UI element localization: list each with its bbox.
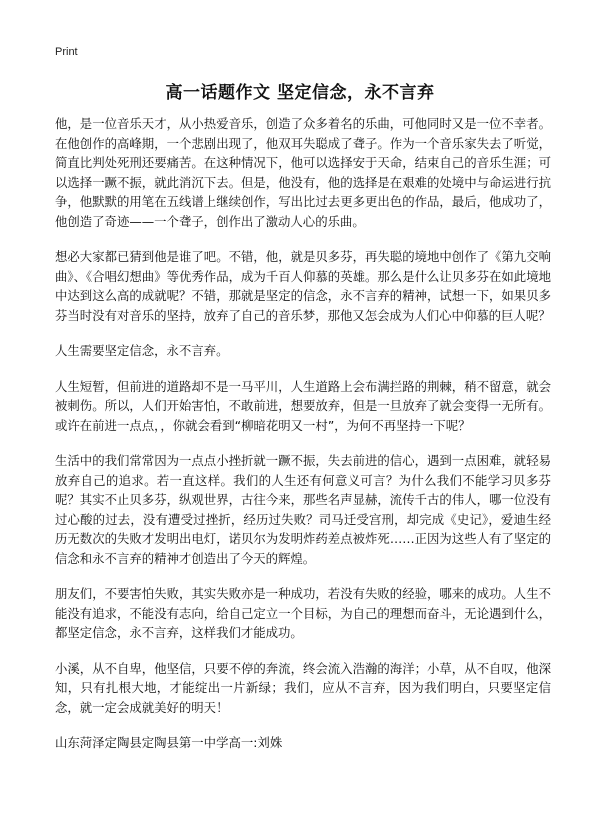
print-label: Print [55, 46, 78, 58]
paragraph: 想必大家都已猜到他是谁了吧。不错，他，就是贝多芬，再失聪的境地中创作了《第九交响曲》、《合唱幻想曲》等优秀作品，成为千百人仰慕的英雄。那么是什么让贝多芬在如此境地中达到这么高的成就呢？不错，那就是坚定的信念，永不言弃的精神，试想一下，如果贝多芬当时没有对音乐的坚持，放弃了自己的音乐梦，那他又怎会成为人们心中仰慕的巨人呢？ [55, 249, 551, 323]
paragraph: 小溪，从不自卑，他坚信，只要不停的奔流，终会流入浩瀚的海洋；小草，从不自叹，他深知，只有扎根大地，才能绽出一片新绿；我们，应从不言弃，因为我们明白，只要坚定信念，就一定会成就美好的明天！ [55, 660, 551, 715]
paragraph: 他，是一位音乐天才，从小热爱音乐，创造了众多着名的乐曲，可他同时又是一位不幸者。在他创作的高峰期，一个悲剧出现了，他双耳失聪成了聋子。作为一个音乐家失去了听觉，简直比判处死刑还要痛苦。在这种情况下，他可以选择安于天命，结束自己的音乐生涯；可以选择一蹶不振，就此消沉下去。但是，他没有，他的选择是在艰难的处境中与命运进行抗争，他默默的用笔在五线谱上继续创作，写出比过去更多更出色的作品，最后，他成功了，他创造了奇迹——一个聋子，创作出了激动人心的乐曲。 [55, 116, 551, 229]
paragraph: 朋友们，不要害怕失败，其实失败亦是一种成功，若没有失败的经验，哪来的成功。人生不能没有追求，不能没有志向，给自己定立一个目标，为自己的理想而奋斗，无论遇到什么，都坚定信念，永不言弃，这样我们才能成功。 [55, 586, 551, 640]
author-signature: 山东菏泽定陶县定陶县第一中学高一:刘姝 [55, 735, 283, 750]
paragraph: 人生短暂，但前进的道路却不是一马平川，人生道路上会布满拦路的荆棘，稍不留意，就会被刺伤。所以，人们开始害怕，不敢前进，想要放弃，但是一旦放弃了就会变得一无所有。或许在前进一点点，，你就会看到“柳暗花明又一村”，为何不再坚持一下呢？ [55, 378, 551, 433]
paragraph: 人生需要坚定信念，永不言弃。 [55, 343, 229, 358]
paragraph: 生活中的我们常常因为一点点小挫折就一蹶不振，失去前进的信心，遇到一点困难，就轻易放弃自己的追求。若一直这样。我们的人生还有何意义可言？为什么我们不能学习贝多芬呢？其实不止贝多芬，纵观世界，古往今来，那些名声显赫，流传千古的伟人，哪一位没有过心酸的过去，没有遭受过挫折，经历过失败？司马迁受宫刑，却完成《史记》，爱迪生经历无数次的失败才发明出电灯，诺贝尔为发明炸药差点被炸死……正因为这些人有了坚定的信念和永不言弃的精神才创造出了今天的辉煌。 [55, 453, 551, 566]
article-title: 高一话题作文 坚定信念，永不言弃 [165, 83, 435, 103]
article-body [55, 114, 551, 753]
